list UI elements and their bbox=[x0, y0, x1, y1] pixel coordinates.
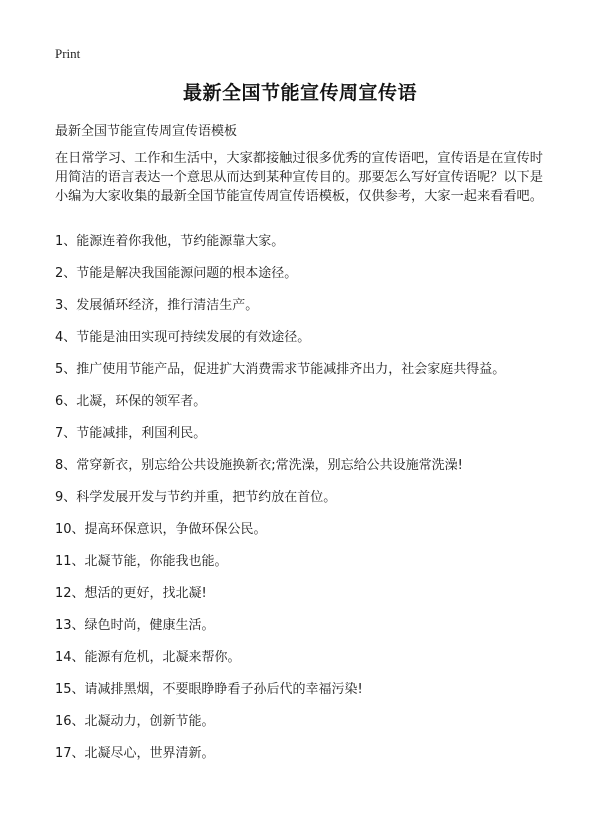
page-title: 最新全国节能宣传周宣传语 bbox=[182, 82, 417, 104]
slogan-item: 6、北凝，环保的领军者。 bbox=[55, 394, 207, 409]
slogan-item: 3、发展循环经济，推行清洁生产。 bbox=[55, 298, 259, 313]
slogan-item: 8、常穿新衣，别忘给公共设施换新衣;常洗澡，别忘给公共设施常洗澡! bbox=[55, 458, 463, 473]
slogan-item: 15、请减排黑烟，不要眼睁睁看子孙后代的幸福污染! bbox=[55, 682, 363, 697]
slogan-item: 14、能源有危机，北凝来帮你。 bbox=[55, 650, 241, 665]
slogan-item: 7、节能减排，利国利民。 bbox=[55, 426, 207, 441]
slogan-item: 10、提高环保意识，争做环保公民。 bbox=[55, 522, 267, 537]
intro-paragraph: 在日常学习、工作和生活中，大家都接触过很多优秀的宣传语吧，宣传语是在宣传时用简洁的语言表达一个意思从而达到某种宣传目的。那要怎么写好宣传语呢？以下是小编为大家收集的最新全国节能宣传周宣传语模板，仅供参考，大家一起来看看吧。 bbox=[55, 151, 543, 204]
slogan-item: 16、北凝动力，创新节能。 bbox=[55, 714, 215, 729]
slogan-list bbox=[55, 232, 555, 776]
slogan-item: 1、能源连着你我他，节约能源靠大家。 bbox=[55, 234, 285, 249]
slogan-item: 5、推广使用节能产品，促进扩大消费需求节能减排齐出力，社会家庭共得益。 bbox=[55, 362, 506, 377]
slogan-item: 12、想活的更好，找北凝! bbox=[55, 586, 207, 601]
slogan-item: 13、绿色时尚，健康生活。 bbox=[55, 618, 215, 633]
print-link[interactable]: Print bbox=[55, 46, 81, 61]
slogan-item: 9、科学发展开发与节约并重，把节约放在首位。 bbox=[55, 490, 337, 505]
slogan-item: 11、北凝节能，你能我也能。 bbox=[55, 554, 228, 569]
slogan-item: 4、节能是油田实现可持续发展的有效途径。 bbox=[55, 330, 311, 345]
slogan-item: 17、北凝尽心，世界清新。 bbox=[55, 746, 215, 761]
slogan-item: 2、节能是解决我国能源问题的根本途径。 bbox=[55, 266, 298, 281]
document-subtitle: 最新全国节能宣传周宣传语模板 bbox=[55, 124, 238, 139]
